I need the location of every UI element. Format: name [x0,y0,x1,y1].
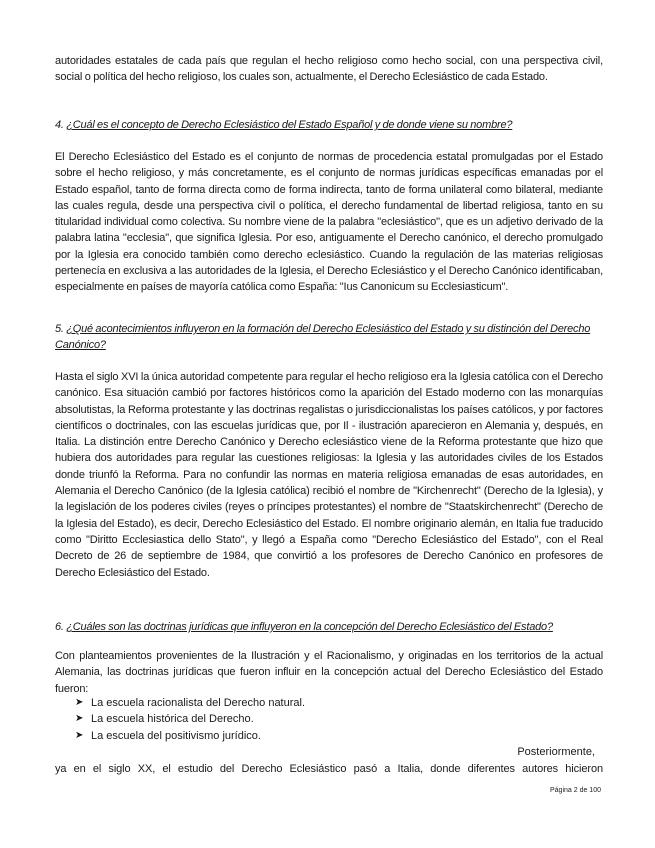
question-4-text: ¿Cuál es el concepto de Derecho Eclesiástico del Estado Español y de donde viene su nombre? [66,119,513,131]
arrow-bullet-icon: ➤ [75,697,84,708]
answer-4-paragraph: El Derecho Eclesiástico del Estado es el conjunto de normas de procedencia estatal promulgadas por el Estado sobre el hecho religioso, y más concretamente, es el conjunto de normas jurídicas específicas emanadas por el Estado español, tanto de forma directa como de forma indirecta, tanto de forma unilateral como bilateral, mediante las cuales regula, desde una perspectiva civil o política, el derecho fundamental de libertad religiosa, tanto en su titularidad individual como colectiva. Su nombre viene de la palabra "eclesiástico", que es un adjetivo derivado de la palabra latina "ecclesia", que significa Iglesia. Por eso, antiguamente el Derecho canónico, el derecho promulgado por la Iglesia era conocido también como derecho eclesiástico. Cuando la regulación de las materias religiosas pertenecía en exclusiva a las autoridades de la Iglesia, el Derecho Eclesiástico y el Derecho Canónico identificaban, especialmente en países de mayoría católica como España: "Ius Canonicum su Ecclesiasticum". [55,151,603,294]
question-5 [55,321,603,353]
list-item: ➤ La escuela histórica del Derecho. [75,711,305,727]
posteriormente-text: Posteriormente, [517,746,595,758]
doctrines-list [75,695,305,744]
page-number: Página 2 de 100 [550,787,601,794]
list-item: ➤ La escuela del positivismo jurídico. [75,728,305,744]
list-item: ➤ La escuela racionalista del Derecho natural. [75,695,305,711]
answer-5-paragraph: Hasta el siglo XVI la única autoridad competente para regular el hecho religioso era la Iglesia católica con el Derecho canónico. Esa situación cambió por factores históricos como la aparición del Estado moderno con las monarquías absolutistas, la Reforma protestante y las doctrinas regalistas o jurisdiccionalistas los países católicos, y por factores científicos o doctrinales, con las escuelas jurídicas que, por Il - ilustración aparecieron en Alemania y, después, en Italia. La distinción entre Derecho Canónico y Derecho eclesiástico viene de la Reforma protestante que hizo que hubiera dos autoridades para regular las cuestiones religiosas: la Iglesia y las autoridades civiles de los Estados donde triunfó la Reforma. Para no confundir las normas en materia religiosa emanadas de esas autoridades, en Alemania el Derecho Canónico (de la Iglesia católica) recibió el nombre de "Kirchenrecht" (Derecho de la Iglesia), y la legislación de los poderes civiles (reyes o príncipes protestantes) el nombre de "Staatskirchenrecht" (Derecho de la Iglesia del Estado), es decir, Derecho Eclesiástico del Estado. El nombre originario alemán, en Italia fue traducido como "Diritto Ecclesiastica dello Stato", y llegó a España como "Derecho Eclesiástico del Estado", con el Real Decreto de 26 de septiembre de 1984, que convirtió a los profesores de Derecho Canónico en profesores de Derecho Eclesiástico del Estado. [55,371,603,579]
question-6-text: ¿Cuáles son las doctrinas jurídicas que influyeron en la concepción del Derecho Eclesiástico del Estado? [66,621,553,633]
question-5-number: 5. [55,323,64,335]
question-6 [55,619,603,635]
answer-6-paragraph: Con planteamientos provenientes de la Ilustración y el Racionalismo, y originadas en los territorios de la actual Alemania, las doctrinas jurídicas que fueron influir en la concepción actual del Derecho Eclesiástico del Estado fueron: [55,650,603,695]
question-6-number: 6. [55,621,64,633]
question-5-text: ¿Qué acontecimientos influyeron en la formación del Derecho Eclesiástico del Estado y su distinción del Derecho Canónico? [55,323,591,351]
continuation-line: ya en el siglo XX, el estudio del Derecho Eclesiástico pasó a Italia, donde diferentes autores hicieron [55,763,603,775]
arrow-bullet-icon: ➤ [75,729,84,741]
question-4 [55,117,603,133]
arrow-bullet-icon: ➤ [75,713,84,725]
question-4-number: 4. [55,119,64,131]
intro-paragraph: autoridades estatales de cada país que regulan el hecho religioso como hecho social, con una perspectiva civil, social o política del hecho religioso, los cuales son, actualmente, el Derecho Eclesiástico de cada Estado. [55,55,603,84]
